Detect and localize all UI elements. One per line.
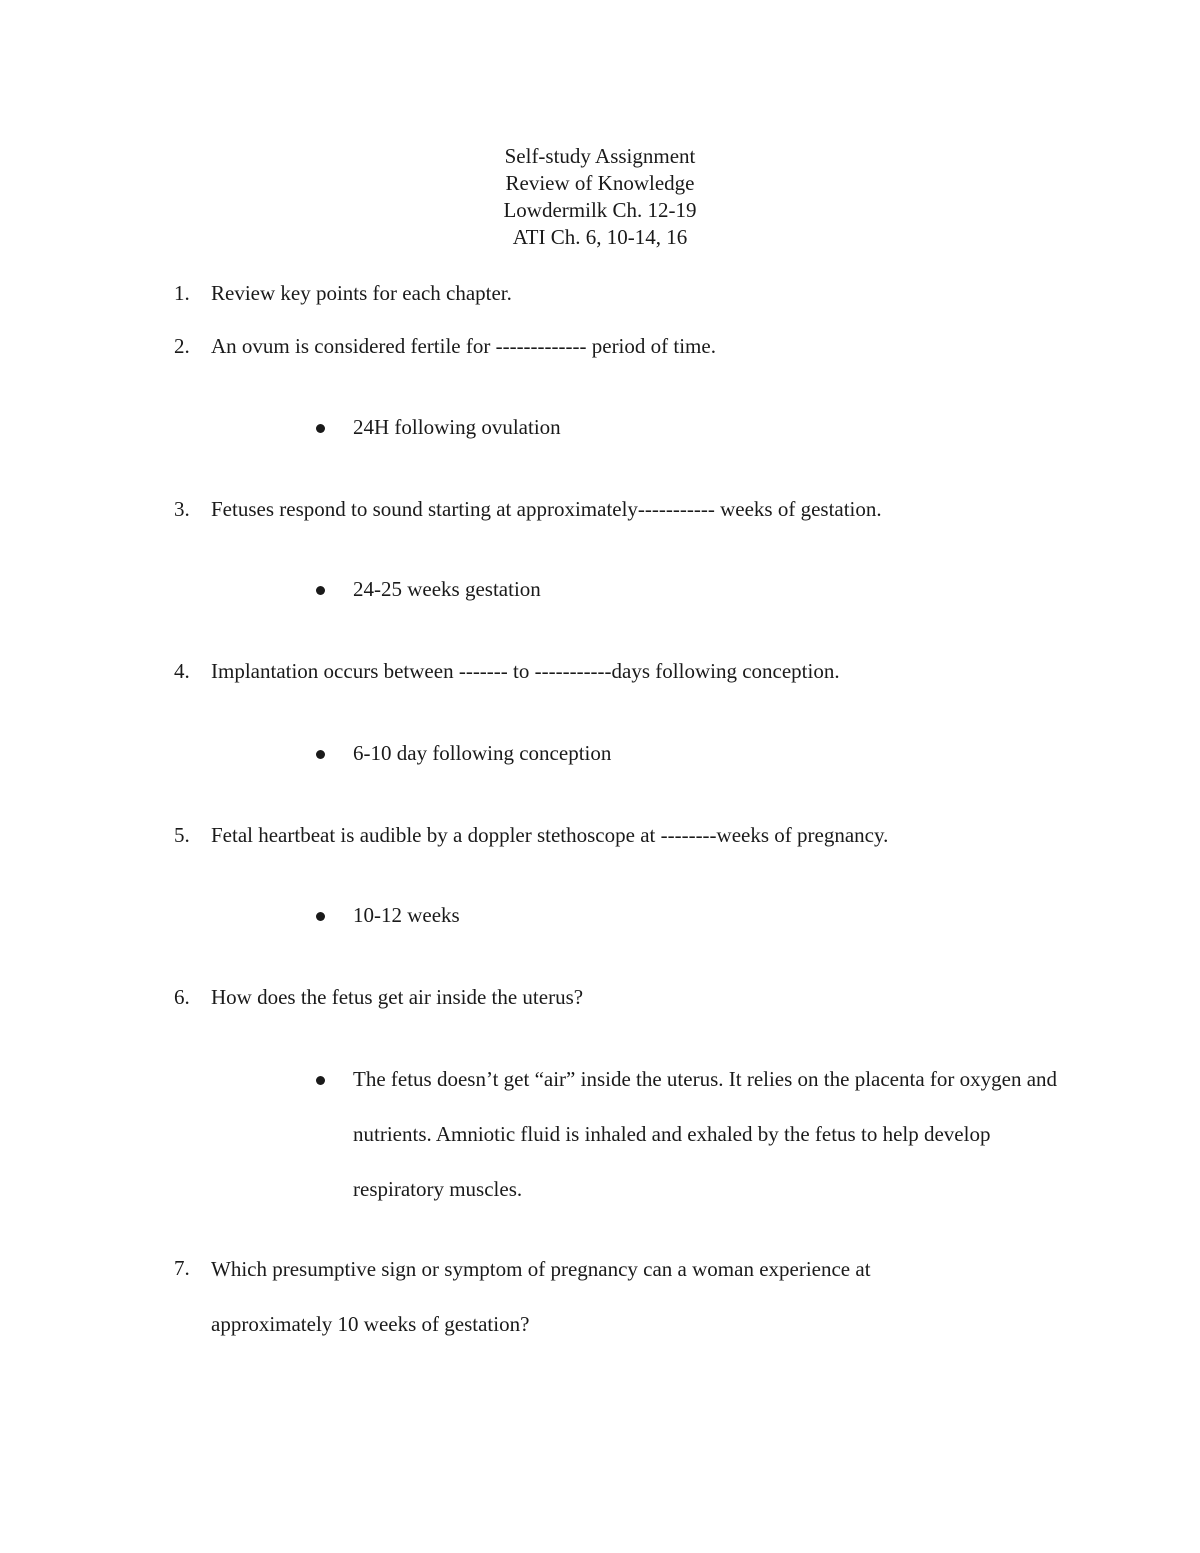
answer-text: 6-10 day following conception — [353, 741, 612, 765]
question-text: Fetal heartbeat is audible by a doppler stethoscope at --------weeks of pregnancy. — [211, 823, 889, 847]
question-text: Which presumptive sign or symptom of pregnancy can a woman experience at approximately 10 weeks of gestation? — [211, 1257, 871, 1336]
question-number: 7. — [174, 1256, 190, 1280]
answer-text: The fetus doesn’t get “air” inside the uterus. It relies on the placenta for oxygen and nutrients. Amniotic fluid is inhaled and exhaled by the fetus to help develop respiratory muscles. — [353, 1067, 1058, 1201]
question-text: Implantation occurs between ------- to -----------days following conception. — [211, 659, 840, 683]
answer-text: 10-12 weeks — [353, 903, 460, 927]
title: Self-study Assignment — [504, 144, 696, 168]
question-number: 4. — [174, 659, 190, 683]
question-text: How does the fetus get air inside the uterus? — [211, 985, 584, 1009]
bullet-icon — [316, 424, 325, 433]
question-number: 6. — [174, 985, 190, 1009]
subtitle: Review of Knowledge — [505, 171, 695, 195]
question-text: Fetuses respond to sound starting at approximately----------- weeks of gestation. — [211, 497, 882, 521]
bullet-icon — [316, 1076, 325, 1085]
answer-text: 24H following ovulation — [353, 415, 561, 439]
bullet-icon — [316, 912, 325, 921]
bullet-icon — [316, 750, 325, 759]
question-text: Review key points for each chapter. — [211, 281, 512, 305]
reference-lowdermilk: Lowdermilk Ch. 12-19 — [503, 198, 697, 222]
bullet-icon — [316, 586, 325, 595]
reference-ati: ATI Ch. 6, 10-14, 16 — [512, 225, 688, 249]
question-number: 5. — [174, 823, 190, 847]
question-number: 3. — [174, 497, 190, 521]
question-number: 2. — [174, 334, 190, 358]
question-number: 1. — [174, 281, 190, 305]
question-text: An ovum is considered fertile for ------------- period of time. — [211, 334, 716, 358]
answer-text: 24-25 weeks gestation — [353, 577, 541, 601]
